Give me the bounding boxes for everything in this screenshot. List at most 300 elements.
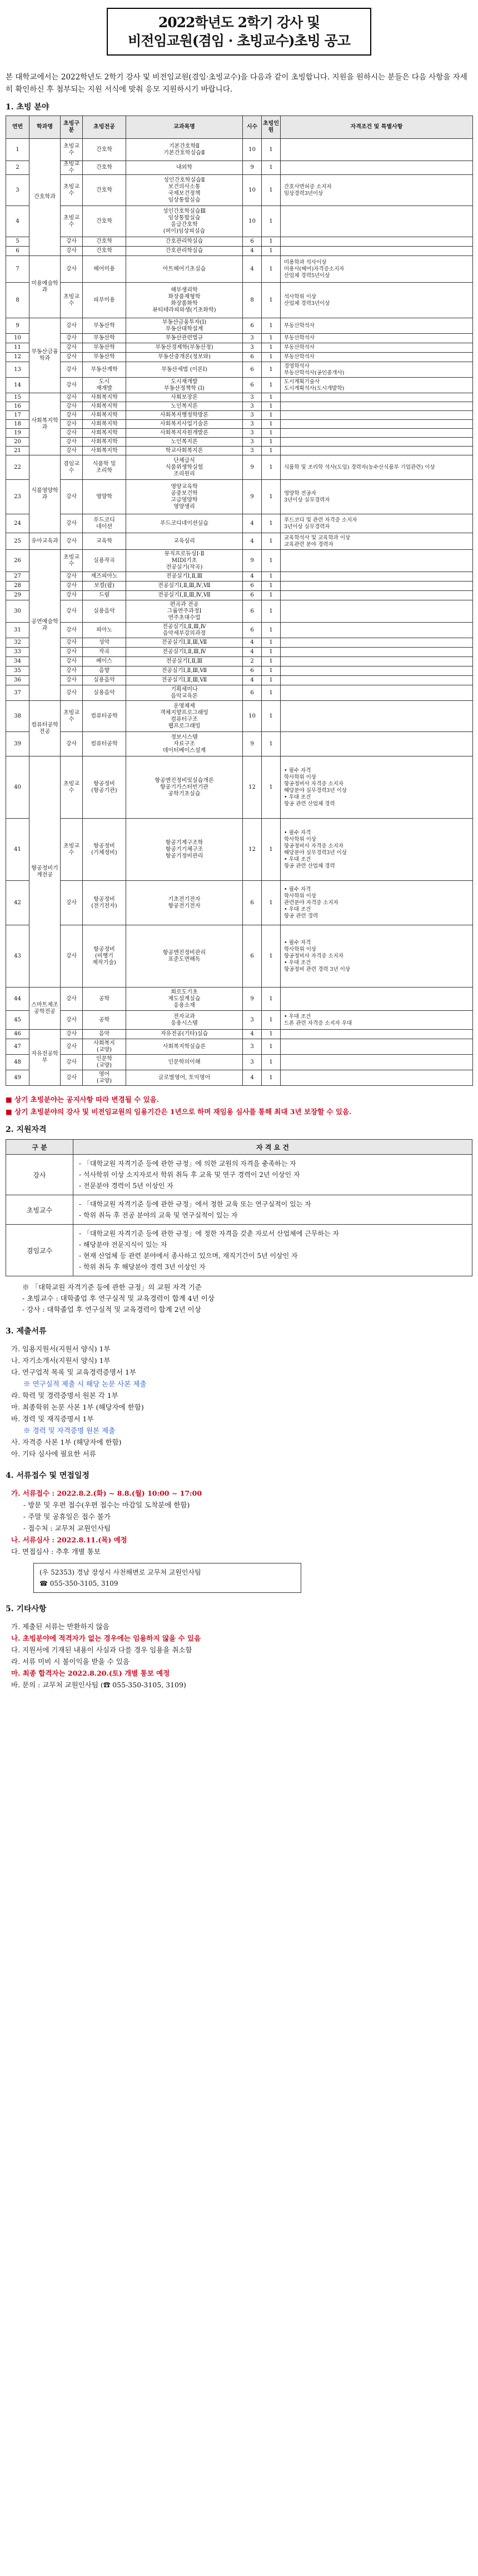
cell-hours: 6 (243, 925, 262, 988)
cell-subject: 편곡과 전공 그룹연주과정Ⅰ 연주초대수업 (126, 600, 243, 623)
table-row (6, 362, 473, 378)
cell-type: 강사 (61, 447, 83, 455)
cell-hours: 4 (243, 638, 262, 648)
cell-note: • 필수 자격 학사학위 이상 관련분야 자격증 소지자 • 우대 조건 항공 관련 경력 (281, 881, 473, 925)
cell-no: 39 (6, 732, 29, 756)
cell-hours: 3 (243, 411, 262, 420)
cell-no: 28 (6, 582, 29, 591)
cell-no: 2 (6, 161, 29, 175)
title-line-2: 비전임교원(겸임 · 초빙교수)초빙 공고 (128, 33, 350, 49)
cell-note (281, 247, 473, 256)
cell-major: 실용음악 (83, 685, 126, 701)
cell-major: 성악 (83, 638, 126, 648)
cell-count: 1 (262, 161, 281, 175)
cell-subject: 노인복지론 (126, 438, 243, 447)
cell-hours: 6 (243, 318, 262, 334)
doc-line: 다. 연구업적 목록 및 교육경력증명서 1부 (11, 1368, 136, 1376)
qual-header-req: 자 격 요 건 (73, 1140, 472, 1155)
cell-hours: 4 (243, 676, 262, 685)
doc-line: 사. 자격증 사본 1부 (해당자에 한함) (11, 1438, 122, 1446)
cell-type: 강사 (61, 1039, 83, 1055)
table-row (6, 1070, 473, 1086)
cell-major: 음향 (83, 666, 126, 676)
cell-count: 1 (262, 756, 281, 819)
cell-major: 실용음악 (83, 676, 126, 685)
cell-type: 강사 (61, 1030, 83, 1039)
cell-no: 31 (6, 623, 29, 638)
cell-subject: 항공기계구조학 항공기기체구조 항공기정비관리 (126, 819, 243, 881)
cell-count: 1 (262, 438, 281, 447)
cell-note: 도시계획기술사 도시계획석사(도시개발학) (281, 378, 473, 393)
cell-hours: 9 (243, 161, 262, 175)
cell-subject: 전공실기Ⅰ,Ⅱ,Ⅲ,Ⅳ,Ⅶ (126, 591, 243, 600)
cell-hours: 6 (243, 666, 262, 676)
cell-count: 1 (262, 657, 281, 666)
cell-hours: 6 (243, 582, 262, 591)
qual-row (6, 1225, 472, 1276)
cell-count: 1 (262, 353, 281, 362)
schedule-line: - 방문 및 우편 접수(우편 접수는 마감일 도착분에 한함) (23, 1501, 190, 1509)
cell-hours: 4 (243, 533, 262, 550)
cell-major: 피아노 (83, 623, 126, 638)
table-row (6, 455, 473, 480)
cell-no: 20 (6, 438, 29, 447)
cell-type: 강사 (61, 648, 83, 657)
cell-no: 47 (6, 1039, 29, 1055)
cell-major: 사회복지학 (83, 438, 126, 447)
cell-no: 6 (6, 247, 29, 256)
cell-count: 1 (262, 676, 281, 685)
cell-no: 45 (6, 1011, 29, 1030)
table-row (6, 206, 473, 237)
cell-count: 1 (262, 925, 281, 988)
header-cell: 시수 (243, 116, 262, 139)
cell-major: 피부미용 (83, 283, 126, 318)
warning-notes (6, 1094, 472, 1118)
cell-type: 강사 (61, 480, 83, 514)
cell-hours: 3 (243, 334, 262, 343)
cell-major: 항공정비 (전기전자) (83, 881, 126, 925)
cell-count: 1 (262, 988, 281, 1011)
cell-note (281, 420, 473, 429)
cell-subject: 전공실기Ⅰ,Ⅱ,Ⅲ (126, 657, 243, 666)
cell-count: 1 (262, 582, 281, 591)
header-cell: 초빙전공 (83, 116, 126, 139)
cell-major: 실용작곡 (83, 550, 126, 572)
cell-no: 12 (6, 353, 29, 362)
table-row (6, 420, 473, 429)
cell-no: 38 (6, 701, 29, 732)
title-area (0, 0, 478, 56)
cell-type: 강사 (61, 411, 83, 420)
cell-note (281, 591, 473, 600)
cell-type: 강사 (61, 881, 83, 925)
cell-no: 37 (6, 685, 29, 701)
cell-count: 1 (262, 420, 281, 429)
cell-type: 강사 (61, 429, 83, 438)
table-row (6, 402, 473, 411)
cell-type: 강사 (61, 343, 83, 353)
cell-dept: 공연예술학과 (29, 550, 61, 701)
cell-note (281, 206, 473, 237)
cell-note (281, 1030, 473, 1039)
cell-type: 강사 (61, 533, 83, 550)
cell-subject: 기본간호학Ⅱ 기본간호학실습Ⅱ (126, 139, 243, 161)
section-1-heading: 1. 초빙 분야 (6, 103, 49, 112)
cell-count: 1 (262, 429, 281, 438)
cell-count: 1 (262, 591, 281, 600)
cell-hours: 4 (243, 648, 262, 657)
cell-dept: 유아교육과 (29, 533, 61, 550)
cell-count: 1 (262, 732, 281, 756)
cell-type: 강사 (61, 732, 83, 756)
cell-no: 25 (6, 533, 29, 550)
cell-dept: 간호학과 (29, 139, 61, 256)
cell-subject: 인문학의이해 (126, 1055, 243, 1070)
cell-note: • 필수 자격 학사학위 이상 항공정비사 자격증 소지자 해당분야 실무경력3년 이상 • 우대 조건 항공 관련 산업체 경력 (281, 819, 473, 881)
cell-type: 강사 (61, 572, 83, 582)
cell-type: 강사 (61, 638, 83, 648)
documents-list (11, 1343, 472, 1460)
cell-type: 강사 (61, 256, 83, 283)
cell-subject: 기초전기전자 항공전기전자 (126, 881, 243, 925)
cell-type: 강사 (61, 362, 83, 378)
cell-hours: 4 (243, 256, 262, 283)
cell-major: 식품학 및 조리학 (83, 455, 126, 480)
table-row (6, 550, 473, 572)
cell-hours: 10 (243, 206, 262, 237)
table-row (6, 756, 473, 819)
cell-hours: 3 (243, 438, 262, 447)
cell-hours: 9 (243, 480, 262, 514)
cell-hours: 6 (243, 881, 262, 925)
cell-type: 강사 (61, 676, 83, 685)
cell-hours: 6 (243, 237, 262, 247)
cell-count: 1 (262, 1039, 281, 1055)
cell-no: 8 (6, 283, 29, 318)
cell-note (281, 732, 473, 756)
cell-subject: 자유전공(기타)실습 (126, 1030, 243, 1039)
header-cell: 초빙인원 (262, 116, 281, 139)
table-row (6, 623, 473, 638)
cell-subject: 교육심리 (126, 533, 243, 550)
cell-subject: 영양교육학 공중보건학 고급영양학 영양생리 (126, 480, 243, 514)
cell-major: 영양학 (83, 480, 126, 514)
table-row (6, 139, 473, 161)
cell-major: 사회복지학 (83, 420, 126, 429)
cell-type: 강사 (61, 353, 83, 362)
cell-count: 1 (262, 318, 281, 334)
table-row (6, 343, 473, 353)
cell-hours: 6 (243, 362, 262, 378)
cell-count: 1 (262, 600, 281, 623)
table-row (6, 600, 473, 623)
cell-note: 부동산학석사 (281, 343, 473, 353)
cell-subject: 전공실기Ⅰ,Ⅱ,Ⅲ,Ⅳ 음악세부강의과정 (126, 623, 243, 638)
cell-no: 35 (6, 666, 29, 676)
table-row (6, 666, 473, 676)
section-4-heading: 4. 서류접수 및 면접일정 (6, 1471, 89, 1480)
cell-count: 1 (262, 701, 281, 732)
cell-count: 1 (262, 237, 281, 247)
cell-no: 33 (6, 648, 29, 657)
cell-no: 43 (6, 925, 29, 988)
section-2-heading: 2. 지원자격 (6, 1125, 47, 1134)
cell-type: 강사 (61, 334, 83, 343)
cell-hours: 3 (243, 429, 262, 438)
cell-note: 미용학과 석사이상 미용사(헤어)자격증소지자 산업체 경력5년이상 (281, 256, 473, 283)
etc-line: 라. 서류 미비 시 불이익을 받을 수 있음 (11, 1657, 130, 1666)
table-row (6, 1030, 473, 1039)
cell-no: 36 (6, 676, 29, 685)
table-row (6, 819, 473, 881)
cell-count: 1 (262, 638, 281, 648)
cell-hours: 6 (243, 623, 262, 638)
etc-line: 가. 제출된 서류는 반환하지 않음 (11, 1622, 109, 1631)
cell-type: 강사 (61, 318, 83, 334)
table-row (6, 429, 473, 438)
cell-note (281, 701, 473, 732)
table-row (6, 533, 473, 550)
cell-type: 강사 (61, 988, 83, 1011)
cell-subject: 항공엔진정비관리 표준도면해독 (126, 925, 243, 988)
header-cell: 교과목명 (126, 116, 243, 139)
cell-hours: 4 (243, 514, 262, 533)
table-row (6, 378, 473, 393)
table-row (6, 161, 473, 175)
cell-note: 부동산학석사 (281, 318, 473, 334)
cell-no: 29 (6, 591, 29, 600)
cell-subject: 부동산관련법규 (126, 334, 243, 343)
cell-subject: 전공실기Ⅰ,Ⅱ,Ⅲ (126, 572, 243, 582)
cell-no: 32 (6, 638, 29, 648)
cell-count: 1 (262, 175, 281, 206)
note-line: - 강사 : 대학졸업 후 연구실적 및 교육경력이 합계 2년 이상 (22, 1305, 201, 1314)
table-row (6, 582, 473, 591)
cell-hours: 4 (243, 1030, 262, 1039)
cell-subject: 아트헤어기초실습 (126, 256, 243, 283)
cell-no: 14 (6, 378, 29, 393)
cell-major: 작곡 (83, 648, 126, 657)
cell-major: 베이스 (83, 657, 126, 666)
qual-req: - 「대학교원 자격기준 등에 관한 규정」에 정한 자격을 갖춘 자로서 산업체에 근무하는 자 - 해당분야 전문지식이 있는 자 - 현재 산업체 등 관련 분야에서 종사하고 있으며, 재직기간이 5년 이상인 자 - 학위 취득 후 해당분야 경력 3년 이상인 자 (73, 1225, 472, 1276)
cell-hours: 4 (243, 1070, 262, 1086)
cell-count: 1 (262, 1070, 281, 1086)
cell-dept: 항공정비기계전공 (29, 756, 61, 988)
qual-row (6, 1155, 472, 1195)
cell-major: 부동산학 (83, 318, 126, 334)
cell-note: • 필수 자격 학사학위 이상 항공정비사 자격증 소지자 • 우대 조건 항공정비 관련 경력 3년 이상 (281, 925, 473, 988)
cell-hours: 3 (243, 393, 262, 402)
table-row (6, 237, 473, 247)
schedule-line: 다. 면접심사 : 추후 개별 통보 (11, 1547, 101, 1556)
cell-hours: 3 (243, 402, 262, 411)
cell-subject: 부동산세법 (이론Ⅰ) (126, 362, 243, 378)
table-row (6, 925, 473, 988)
cell-count: 1 (262, 334, 281, 343)
cell-note: 경영학석사 부동산학석사(공인중개사) (281, 362, 473, 378)
cell-dept: 미용예술학과 (29, 256, 61, 318)
table-row (6, 572, 473, 582)
cell-hours: 9 (243, 732, 262, 756)
cell-subject: 내외학 (126, 161, 243, 175)
table-row (6, 514, 473, 533)
cell-type: 강사 (61, 582, 83, 591)
qualification-notes (22, 1282, 472, 1315)
cell-count: 1 (262, 480, 281, 514)
cell-note (281, 648, 473, 657)
qual-type: 초빙교수 (6, 1195, 73, 1225)
cell-no: 10 (6, 334, 29, 343)
cell-no: 24 (6, 514, 29, 533)
cell-subject: 푸드코디네이션실습 (126, 514, 243, 533)
cell-major: 부동산학 (83, 334, 126, 343)
qual-row (6, 1195, 472, 1225)
note-line: - 초빙교수 : 대학졸업 후 연구실적 및 교육경력이 합계 4년 이상 (22, 1294, 215, 1302)
cell-note (281, 393, 473, 402)
cell-hours: 6 (243, 600, 262, 623)
cell-hours: 10 (243, 139, 262, 161)
header-cell: 학과명 (29, 116, 61, 139)
etc-line: 마. 최종 합격자는 2022.8.20.(토) 개별 통보 예정 (11, 1669, 170, 1677)
cell-subject: 회로도기초 제도설계실습 응용소재 (126, 988, 243, 1011)
cell-note (281, 582, 473, 591)
cell-subject: 전공실기Ⅰ,Ⅱ,Ⅲ,Ⅶ (126, 676, 243, 685)
cell-subject: 전자교과 응용시스템 (126, 1011, 243, 1030)
cell-note (281, 666, 473, 676)
cell-type: 강사 (61, 666, 83, 676)
cell-major: 도시 재개발 (83, 378, 126, 393)
cell-major: 부동산학 (83, 353, 126, 362)
cell-type: 초빙교수 (61, 161, 83, 175)
cell-subject: 부동산경제학(부동산정) (126, 343, 243, 353)
cell-count: 1 (262, 819, 281, 881)
cell-subject: 전공실기Ⅰ,Ⅱ,Ⅲ,Ⅶ (126, 666, 243, 676)
schedule-line: 나. 서류심사 : 2022.8.11.(목) 예정 (11, 1536, 127, 1544)
cell-subject: 도시재개발 부동산정책학 (Ⅰ) (126, 378, 243, 393)
cell-no: 1 (6, 139, 29, 161)
cell-count: 1 (262, 550, 281, 572)
cell-major: 사회복지학 (83, 393, 126, 402)
cell-note (281, 600, 473, 623)
cell-no: 41 (6, 819, 29, 881)
cell-note (281, 676, 473, 685)
cell-major: 음악 (83, 1030, 126, 1039)
cell-subject: 뮤직프로듀싱Ⅰ·Ⅱ MIDI기초 전공실기(작곡) (126, 550, 243, 572)
cell-subject: 글로벌영어, 토익영어 (126, 1070, 243, 1086)
cell-type: 강사 (61, 237, 83, 247)
cell-count: 1 (262, 881, 281, 925)
cell-no: 15 (6, 393, 29, 402)
cell-type: 강사 (61, 600, 83, 623)
cell-no: 21 (6, 447, 29, 455)
cell-subject: 간호관리학실습 (126, 237, 243, 247)
table-row (6, 438, 473, 447)
address-box: (우 52353) 경남 장성시 사천해변로 교무처 교원인사팀 ☎ 055-350-3105, 3109 (33, 1563, 301, 1593)
cell-subject: 기획세미나 음악교육론 (126, 685, 243, 701)
table-row (6, 1039, 473, 1055)
cell-major: 사회복지학 (83, 447, 126, 455)
cell-subject: 정보시스템 자료구조 데이터베이스설계 (126, 732, 243, 756)
cell-type: 강사 (61, 1011, 83, 1030)
cell-hours: 12 (243, 819, 262, 881)
cell-hours: 9 (243, 988, 262, 1011)
cell-subject: 학교사회복지론 (126, 447, 243, 455)
note-line: ※ 「대학교원 자격기준 등에 관한 규정」의 교원 자격 기준 (22, 1283, 202, 1291)
schedule-line: 가. 서류접수 : 2022.8.2.(화) ~ 8.8.(월) 10:00 ~ 17:00 (11, 1489, 202, 1497)
doc-line: 마. 최종학위 논문 사본 1부 (해당자에 한함) (11, 1403, 144, 1411)
cell-dept: 사회복지학과 (29, 393, 61, 455)
cell-type: 강사 (61, 438, 83, 447)
cell-count: 1 (262, 623, 281, 638)
cell-count: 1 (262, 533, 281, 550)
cell-type: 초빙교수 (61, 139, 83, 161)
cell-type: 초빙교수 (61, 701, 83, 732)
cell-subject: 전공실기Ⅰ,Ⅱ,Ⅲ,Ⅳ (126, 648, 243, 657)
cell-no: 4 (6, 206, 29, 237)
cell-type: 강사 (61, 591, 83, 600)
cell-major: 영어 (교양) (83, 1070, 126, 1086)
cell-no: 22 (6, 455, 29, 480)
doc-line: 가. 임용지원서(지원서 양식) 1부 (11, 1345, 111, 1353)
cell-count: 1 (262, 1030, 281, 1039)
cell-hours: 4 (243, 247, 262, 256)
cell-major: 공학 (83, 988, 126, 1011)
cell-type: 겸임교수 (61, 455, 83, 480)
table-row (6, 318, 473, 334)
cell-no: 34 (6, 657, 29, 666)
cell-note (281, 429, 473, 438)
cell-note: 부동산학석사 (281, 334, 473, 343)
cell-major: 드럼 (83, 591, 126, 600)
cell-subject: 성인간호학실습Ⅱ 보건의사소통 국제보건정책 임상통합실습 (126, 175, 243, 206)
cell-note: 교육학석사 및 교육학과 이상 교육관련 분야 경력자 (281, 533, 473, 550)
table-row (6, 701, 473, 732)
cell-no: 40 (6, 756, 29, 819)
cell-hours: 3 (243, 1011, 262, 1030)
cell-major: 공학 (83, 1011, 126, 1030)
qual-req: - 「대학교원 자격기준 등에 관한 규정」에서 정한 교육 또는 연구실적이 있는 자 - 학위 취득 후 전공 분야의 교육 및 연구실적이 있는 자 (73, 1195, 472, 1225)
cell-no: 3 (6, 175, 29, 206)
cell-major: 사회복지학 (83, 402, 126, 411)
cell-type: 강사 (61, 623, 83, 638)
cell-major: 보컬(팝) (83, 582, 126, 591)
cell-hours: 6 (243, 591, 262, 600)
table-row (6, 175, 473, 206)
cell-hours: 9 (243, 455, 262, 480)
cell-major: 재즈피아노 (83, 572, 126, 582)
doc-line: 바. 경력 및 재직증명서 1부 (11, 1415, 94, 1423)
qual-type: 겸임교수 (6, 1225, 73, 1276)
table-row (6, 353, 473, 362)
cell-hours: 3 (243, 420, 262, 429)
cell-note: 간호사면허증 소지자 임상경력3년이상 (281, 175, 473, 206)
cell-dept: 컴퓨터공학전공 (29, 701, 61, 756)
section-3-heading: 3. 제출서류 (6, 1327, 47, 1336)
cell-note (281, 411, 473, 420)
table-row (6, 685, 473, 701)
cell-note: 영양학 전공자 3년이상 실무경력자 (281, 480, 473, 514)
cell-major: 인문학 (교양) (83, 1055, 126, 1070)
cell-subject: 사회복지행정학방론 (126, 411, 243, 420)
cell-note (281, 550, 473, 572)
cell-major: 컴퓨터공학 (83, 732, 126, 756)
table-row (6, 988, 473, 1011)
cell-no: 42 (6, 881, 29, 925)
table-row (6, 283, 473, 318)
cell-subject: 부동산중개론(정보와) (126, 353, 243, 362)
cell-count: 1 (262, 402, 281, 411)
